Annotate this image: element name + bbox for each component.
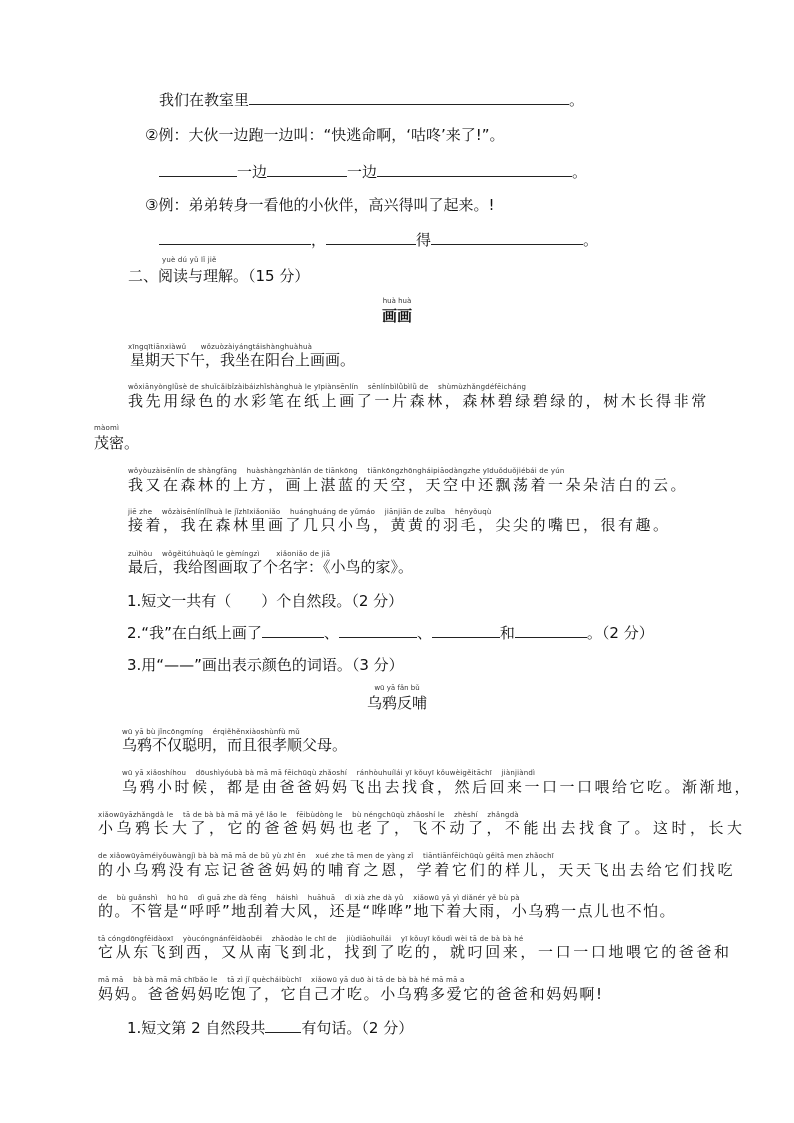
pinyin-line: jiē zhe wǒzàisēnlínlǐhuà le jǐzhīxiǎoniǎo huánghuáng de yǔmáo jiānjiān de zuǐba hěnyǒuqù <box>128 508 492 516</box>
exercise-line-1-text: 我们在教室里 <box>159 91 250 109</box>
answer-blank[interactable] <box>159 162 237 177</box>
pinyin-line: mā mā bà bà mā mā chībǎo le tā zì jǐ quècháibùchī xiǎowū yā duō ài tā de bà bà hé mā mā a <box>98 976 465 984</box>
pinyin-line: tā cóngdōngfēidàoxī yòucóngnánfēidàoběi zhǎodào le chī de jiùdiāohuílái yī kǒuyī kǒudì wèi tā de bà bà hé <box>98 935 524 943</box>
pinyin-line: wū yā xiǎoshíhou dōushìyóubà bà mā mā fēichūqù zhǎoshí ránhòuhuílái yī kǒuyī kǒuwèigěitāchī jiànjiàndì <box>122 769 536 777</box>
story-1-title-block <box>0 297 794 327</box>
pinyin-line: wǒxiānyònglǜsè de shuǐcǎibǐzàibáizhǐshànghuà le yīpiànsēnlín sēnlínbìlǜbìlǜ de shùmùzhǎngdéfēicháng <box>128 383 527 391</box>
story-1-question-3: 3.用“——”画出表示颜色的词语。（3 分） <box>127 656 404 674</box>
section-2-heading: 二、阅读与理解。（15 分） <box>128 267 310 285</box>
pinyin-line: xiǎowūyāzhǎngdà le tā de bà bà mā mā yě lǎo le fēibùdòng le bù néngchūqù zhǎoshí le zhèshí zhǎngdà <box>98 811 519 819</box>
pinyin-line: màomì <box>94 424 120 432</box>
answer-blank[interactable] <box>515 623 587 638</box>
answer-blank[interactable] <box>262 623 324 638</box>
answer-blank[interactable] <box>267 162 347 177</box>
answer-blank[interactable] <box>159 230 311 245</box>
exercise-line-3: ， 得 。 <box>159 229 598 250</box>
story-1-title-pinyin: huà huà <box>382 297 412 305</box>
section-2-pinyin: yuè dú yǔ lǐ jiě <box>162 256 217 264</box>
story-1-paragraph-2-cont: 茂密。 <box>94 434 140 452</box>
pinyin-line: zuìhòu wǒgěitúhuàqǔ le gèmíngzì xiǎoniǎo de jiā <box>128 550 331 558</box>
story-2-paragraph-1: 乌鸦不仅聪明，而且很孝顺父母。 <box>122 736 348 754</box>
story-1-paragraph-3: 我又在森林的上方，画上湛蓝的天空，天空中还飘荡着一朵朵洁白的云。 <box>128 476 689 494</box>
story-2-paragraph-3: 小乌鸦长大了，它的爸爸妈妈也老了，飞不动了，不能出去找食了。这时，长大 <box>98 819 746 837</box>
story-2-title: 乌鸦反哺 <box>366 694 427 712</box>
example-3: ③例：弟弟转身一看他的小伙伴，高兴得叫了起来。! <box>145 196 495 214</box>
answer-blank[interactable] <box>339 623 417 638</box>
story-1-paragraph-1: 星期天下午，我坐在阳台上画画。 <box>130 351 356 369</box>
story-2-paragraph-2: 乌鸦小时候，都是由爸爸妈妈飞出去找食，然后回来一口一口喂给它吃。渐渐地， <box>122 778 753 796</box>
exercise-line-2: 一边 一边 。 <box>159 161 587 182</box>
pinyin-line: wū yā bù jǐncōngmíng érqiěhěnxiàoshùnfù mǔ <box>122 728 300 736</box>
story-2-paragraph-5: 的。不管是“呼呼”地刮着大风，还是“哗哗”地下着大雨，小乌鸦一点儿也不怕。 <box>98 902 676 920</box>
story-1-question-1: 1.短文一共有（ ）个自然段。（2 分） <box>127 592 404 610</box>
pinyin-line: wǒyòuzàisēnlín de shàngfāng huàshàngzhànlán de tiānkōng tiānkōngzhōngháipiāodàngzhe yīduǒduǒjiébái de yún <box>128 467 565 475</box>
answer-blank[interactable] <box>377 162 572 177</box>
answer-blank[interactable] <box>326 230 416 245</box>
pinyin-line: de xiǎowūyāméiyǒuwàngjì bà bà mā mā de bǔ yù zhī ēn xué zhe tā men de yàng zǐ tiāntiānfēichūqù gěitā men zhǎochī <box>98 852 554 860</box>
story-2-paragraph-4: 的小乌鸦没有忘记爸爸妈妈的哺育之恩，学着它们的样儿，天天飞出去给它们找吃 <box>98 861 736 879</box>
story-1-paragraph-4: 接着，我在森林里画了几只小鸟，黄黄的羽毛，尖尖的嘴巴，很有趣。 <box>128 516 671 534</box>
story-1-paragraph-5: 最后，我给图画取了个名字：《小鸟的家》。 <box>128 558 414 576</box>
story-2-paragraph-6: 它从东飞到西，又从南飞到北，找到了吃的，就叼回来，一口一口地喂它的爸爸和 <box>98 943 732 961</box>
story-1-question-2: 2.“我”在白纸上画了 、 、 和 。（2 分） <box>127 624 654 642</box>
answer-blank[interactable] <box>249 90 569 105</box>
pinyin-line: xīngqītiānxiàwǔ wǒzuòzàiyángtáishànghuàhuà <box>128 343 313 351</box>
story-2-title-block <box>0 684 794 714</box>
story-1-paragraph-2: 我先用绿色的水彩笔在纸上画了一片森林，森林碧绿碧绿的，树木长得非常 <box>128 392 709 410</box>
story-2-question-1: 1.短文第 2 自然段共 有句话。（2 分） <box>127 1019 414 1037</box>
answer-blank[interactable] <box>431 230 583 245</box>
exercise-line-1: 我们在教室里 。 <box>159 91 585 109</box>
story-2-paragraph-7: 妈妈。爸爸妈妈吃饱了，它自己才吃。小乌鸦多爱它的爸爸和妈妈啊! <box>98 985 604 1003</box>
example-2: ②例：大伙一边跑一边叫：“快逃命啊，‘咕咚’来了!”。 <box>145 126 505 144</box>
answer-blank[interactable] <box>432 623 500 638</box>
answer-blank[interactable] <box>265 1018 301 1033</box>
pinyin-line: de bù guǎnshì hū hū dì guā zhe dà fēng háishì huāhuā dì xià zhe dà yǔ xiǎowū yā yì diǎnér yě bù pà <box>98 894 520 902</box>
story-2-title-pinyin: wū yā fǎn bǔ <box>374 684 420 692</box>
story-1-title: 画画 <box>381 307 412 325</box>
